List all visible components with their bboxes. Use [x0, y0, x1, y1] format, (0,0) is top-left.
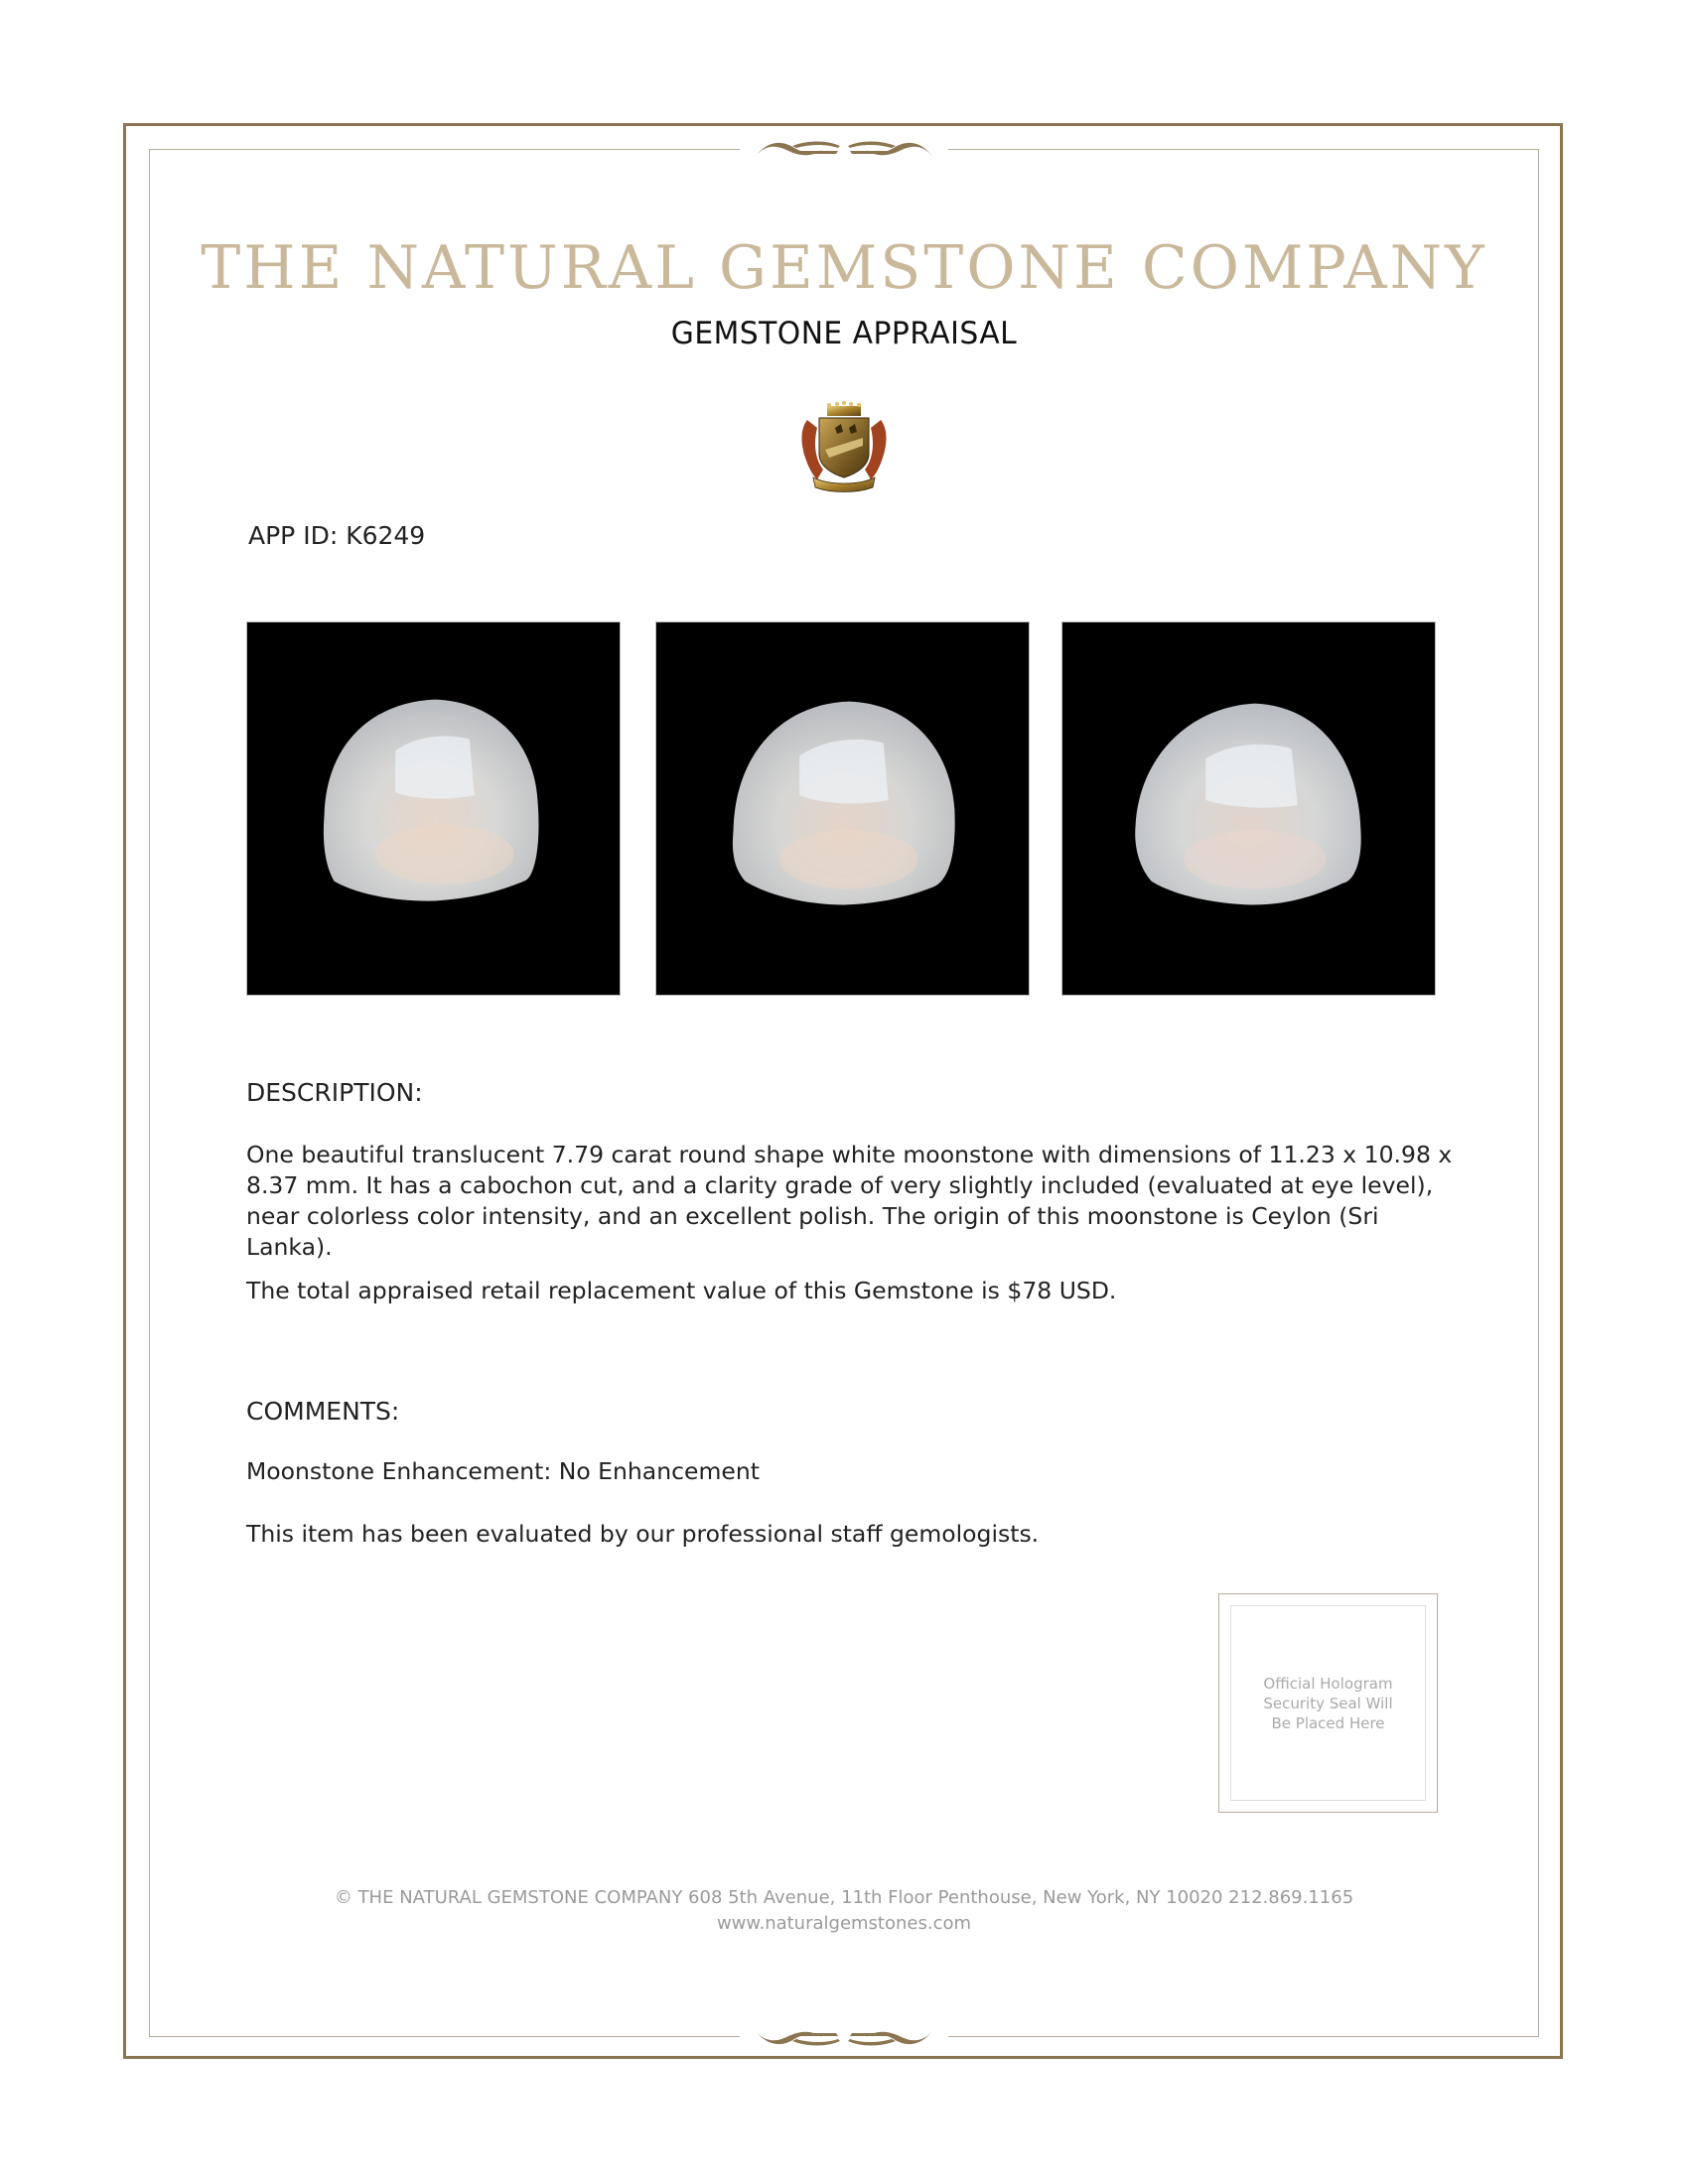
seal-line-1: Official Hologram: [1263, 1674, 1393, 1693]
moonstone-image-3: [1062, 622, 1435, 995]
company-crest-logo-icon: [799, 400, 889, 493]
hologram-seal-inner-box: [1230, 1605, 1426, 1801]
comments-heading: COMMENTS:: [246, 1397, 400, 1426]
top-flourish-ornament-icon: [753, 136, 935, 162]
seal-line-2: Security Seal Will: [1263, 1694, 1393, 1712]
company-name-heading: [149, 230, 1539, 306]
footer-address: © THE NATURAL GEMSTONE COMPANY 608 5th Avenue, 11th Floor Penthouse, New York, NY 10020 212.869.1165: [334, 1887, 1354, 1908]
appraisal-id: APP ID: K6249: [248, 521, 426, 550]
description-body: [246, 1140, 1453, 1306]
hologram-seal-text: [1263, 1674, 1392, 1733]
gem-photo-1: [246, 621, 621, 996]
seal-line-3: Be Placed Here: [1271, 1713, 1385, 1732]
footer-website-link[interactable]: www.naturalgemstones.com: [716, 1913, 972, 1934]
gem-photo-2: [655, 621, 1030, 996]
appraised-value-statement: The total appraised retail replacement value of this Gemstone is $78 USD.: [246, 1277, 1117, 1304]
company-name-text: THE NATURAL GEMSTONE COMPANY: [201, 233, 1487, 303]
evaluation-note: This item has been evaluated by our professional staff gemologists.: [246, 1520, 1040, 1548]
gem-photo-3: [1061, 621, 1436, 996]
description-text: One beautiful translucent 7.79 carat round shape white moonstone with dimensions of 11.23 x 10.98 x 8.37 mm. It has a cabochon cut, and a clarity grade of very slightly included (evaluated at eye level), near colorless color intensity, and an excellent polish. The origin of this moonstone is Ceylon (Sri Lanka).: [246, 1141, 1453, 1261]
description-heading: DESCRIPTION:: [246, 1078, 423, 1107]
moonstone-image-2: [656, 622, 1029, 995]
bottom-flourish-ornament-icon: [753, 2025, 935, 2051]
hologram-seal-placeholder: [1218, 1593, 1438, 1813]
enhancement-comment: Moonstone Enhancement: No Enhancement: [246, 1457, 760, 1485]
moonstone-image-1: [247, 622, 620, 995]
document-title: GEMSTONE APPRAISAL: [670, 316, 1018, 351]
